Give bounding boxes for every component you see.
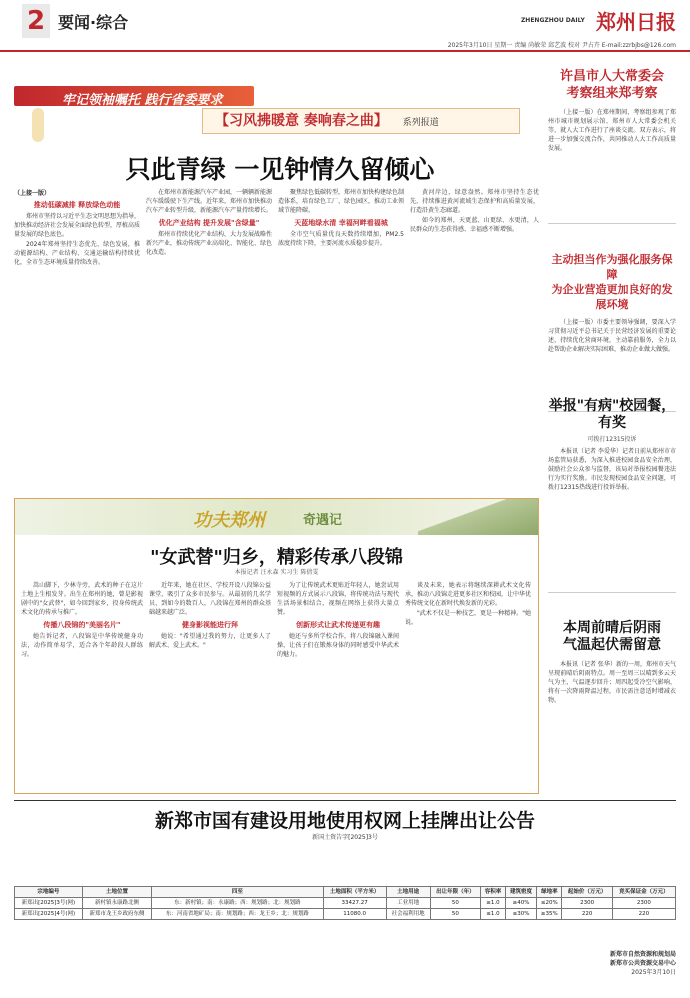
feature-column-2 bbox=[149, 581, 271, 787]
paragraph: 全市空气质量优良天数持续增加，PM2.5浓度持续下降，主要河流水质稳步提升。 bbox=[278, 231, 404, 247]
feature-column-1 bbox=[21, 581, 143, 787]
right-story-2-title: 主动担当作为强化服务保障 为企业营造更加良好的发展环境 bbox=[551, 253, 673, 311]
column-header: 容积率 bbox=[481, 887, 506, 898]
table-cell: 220 bbox=[612, 909, 675, 920]
feature-subhead-3: 创新形式让武术传递更有趣 bbox=[296, 621, 380, 629]
table-cell: 50 bbox=[430, 909, 480, 920]
column-header: 绿地率 bbox=[537, 887, 562, 898]
table-cell: 东：新村镇；南：永康路；西：规划路；北：规划路 bbox=[152, 898, 323, 909]
feature-subhead-2: 健身影视能进行拜 bbox=[182, 621, 238, 629]
column-header: 土地用途 bbox=[386, 887, 430, 898]
right-story-2 bbox=[548, 252, 676, 417]
table-cell: 新郑出[2025]3号(网) bbox=[15, 898, 83, 909]
right-story-2-text bbox=[548, 318, 676, 406]
masthead bbox=[0, 0, 690, 52]
table-cell: 社会福利用地 bbox=[386, 909, 430, 920]
feature-subhead-1: 传播八段锦的"美丽名片" bbox=[43, 621, 121, 629]
table-cell: ≤30% bbox=[505, 909, 536, 920]
column-header: 建筑密度 bbox=[505, 887, 536, 898]
notice-date: 2025年3月10日 bbox=[631, 969, 676, 976]
feature-banner-subtitle: 奇遇记 bbox=[303, 513, 343, 528]
article-column-3 bbox=[278, 188, 404, 488]
paragraph: 她说："希望通过我的努力，让更多人了解武术、爱上武术。" bbox=[149, 633, 271, 649]
paragraph: 本报讯（记者 李爱华）记者日前从郑州市市场监管局获悉，为深入推进校园食品安全治理，鼓励社会公众参与监督，该局对举报校园餐违法行为实行奖励。市民发现校园食品安全问题，可拨打12315热线进行投诉举报。 bbox=[548, 448, 676, 491]
land-table bbox=[14, 886, 676, 920]
table-cell: 2300 bbox=[562, 898, 612, 909]
article-headline: 只此青绿 一见钟情久留倾心 bbox=[125, 155, 435, 184]
feature-column-3 bbox=[277, 581, 399, 787]
brand-logo: 郑州日报 bbox=[596, 10, 676, 34]
feature-banner bbox=[15, 499, 538, 535]
right-story-4-text bbox=[548, 660, 676, 790]
masthead-info: 2025年3月10日 星期一 责编 尚敏荣 邱艺波 校对 尹占卉 E-mail:zzrbjbs@126.com bbox=[447, 42, 676, 49]
notice-org-1: 新郑市自然资源和规划局 bbox=[609, 951, 676, 958]
paragraph: 如今的郑州，天更蓝、山更绿、水更清，人民群众的生态获得感、幸福感不断增强。 bbox=[410, 217, 539, 233]
column-header: 出让年限（年） bbox=[430, 887, 480, 898]
right-story-3-text bbox=[548, 447, 676, 587]
paragraph: 谈及未来，她表示将继续深耕武术文化传承，推动八段锦走进更多社区和校园，让中华优秀传统文化在新时代焕发新的光彩。 bbox=[405, 582, 531, 607]
table-cell: 11080.0 bbox=[323, 909, 386, 920]
feature-box bbox=[14, 498, 539, 794]
page-number: 2 bbox=[22, 4, 50, 38]
divider bbox=[14, 800, 676, 801]
section-title: 要闻·综合 bbox=[58, 13, 129, 32]
paragraph: 在郑州市新能源汽车产业园，一辆辆新能源汽车缓缓驶下生产线。近年来，郑州市加快推动汽车产业转型升级，新能源汽车产量持续增长。 bbox=[146, 189, 272, 214]
article-column-4 bbox=[410, 188, 539, 488]
divider bbox=[548, 223, 676, 224]
table-cell: ≥35% bbox=[537, 909, 562, 920]
paragraph: 本报讯（记者 张华）新的一周，郑州市天气呈现前晴后阴雨特点。周一至周三以晴到多云天气为主，气温逐步回升；周四起受冷空气影响，将有一次降雨降温过程，市民需注意适时增减衣物。 bbox=[548, 661, 676, 704]
notice-org-2: 新郑市公共资源交易中心 bbox=[609, 960, 676, 967]
mountain-illustration-icon bbox=[418, 499, 538, 535]
table-cell: ≤20% bbox=[537, 898, 562, 909]
divider bbox=[548, 592, 676, 593]
table-header-row bbox=[15, 887, 676, 898]
paragraph: 黄河岸边，绿意盎然。郑州市坚持生态优先，持续推进黄河流域生态保护和高质量发展，打造沿黄生态廊道。 bbox=[410, 189, 539, 214]
right-story-1 bbox=[548, 68, 676, 229]
table-cell: 33427.27 bbox=[323, 898, 386, 909]
paragraph: 嵩山脚下，少林寺旁，武术的种子在这片土地上生根发芽。出生在郑州的她，曾是影视剧中的"女武替"，如今回到家乡，投身传统武术文化的传承与推广。 bbox=[21, 582, 143, 616]
article-column-2 bbox=[146, 188, 272, 488]
table-cell: 220 bbox=[562, 909, 612, 920]
article-byline: （上接一版） bbox=[14, 190, 51, 197]
table-cell: 新郑市龙王乡政府东侧 bbox=[82, 909, 151, 920]
column-header: 宗地编号 bbox=[15, 887, 83, 898]
feature-column-4 bbox=[405, 581, 531, 787]
decor-lantern-icon bbox=[32, 108, 44, 142]
right-story-3 bbox=[548, 398, 676, 598]
table-row bbox=[15, 909, 676, 920]
column-header: 竞买保证金（万元） bbox=[612, 887, 675, 898]
feature-headline: "女武替"归乡，精彩传承八段锦 bbox=[150, 547, 403, 568]
paragraph: 为了让传统武术更贴近年轻人，她尝试用短视频的方式展示八段锦，将传统功法与现代生活场景相结合，视频在网络上获得大量点赞。 bbox=[277, 582, 399, 616]
right-story-3-title: 举报"有病"校园餐，有奖 bbox=[548, 398, 676, 431]
paragraph: 她告诉记者，八段锦是中华传统健身功法，动作简单易学，适合各个年龄段人群练习。 bbox=[21, 633, 143, 658]
right-story-3-subtitle: 可拨打12315投诉 bbox=[587, 436, 637, 443]
paragraph: 郑州市坚持以习近平生态文明思想为指导，加快推动经济社会发展全面绿色转型，厚植高质量发展的绿色底色。 bbox=[14, 213, 140, 238]
right-story-1-text bbox=[548, 108, 676, 218]
table-row bbox=[15, 898, 676, 909]
table-cell: ≥40% bbox=[505, 898, 536, 909]
brand-en: ZHENGZHOU DAILY bbox=[520, 16, 585, 24]
paragraph: "武术不仅是一种技艺，更是一种精神。"她说。 bbox=[405, 610, 531, 626]
paragraph: 近年来，她在社区、学校开设八段锦公益课堂，吸引了众多市民参与。从最初的几名学员，到如今的数百人，八段锦在郑州的群众基础越来越广泛。 bbox=[149, 582, 271, 616]
campaign-banner bbox=[14, 68, 539, 146]
table-cell: 50 bbox=[430, 898, 480, 909]
column-header: 土地面积（平方米） bbox=[323, 887, 386, 898]
right-story-1-title: 许昌市人大常委会 考察组来郑考察 bbox=[559, 69, 664, 101]
paragraph: 她还与多所学校合作，将八段锦融入课间操，让孩子们在锻炼身体的同时感受中华武术的魅力。 bbox=[277, 633, 399, 658]
paragraph: （上接一版）市委主要领导强调，要深入学习贯彻习近平总书记关于民营经济发展的重要论述，持续优化营商环境，主动靠前服务，全力以赴帮助企业解决实际困难，推动企业做大做强。 bbox=[548, 319, 676, 353]
right-story-4-title: 本周前晴后阴雨 气温起伏需留意 bbox=[563, 620, 661, 653]
masthead-brand bbox=[521, 6, 676, 35]
right-story-4 bbox=[548, 620, 676, 790]
paragraph: 郑州市持续优化产业结构，大力发展战略性新兴产业，推动传统产业高端化、智能化、绿色化改造。 bbox=[146, 231, 272, 256]
paragraph: 2024年郑州坚持生态优先、绿色发展，推动能源结构、产业结构、交通运输结构持续优化，全市生态环境质量持续改善。 bbox=[14, 241, 140, 266]
article-subhead-1: 推动低碳减排 释放绿色动能 bbox=[33, 201, 121, 209]
campaign-tag: 系列报道 bbox=[402, 118, 439, 128]
table-cell: 东：河南省地矿局；南：规划路；西：龙王乡；北：规划路 bbox=[152, 909, 323, 920]
table-cell: 新郑出[2025]4号(网) bbox=[15, 909, 83, 920]
notice-subtitle: 新国土资告字[2025]3号 bbox=[312, 834, 378, 841]
article-column-1 bbox=[14, 188, 140, 488]
column-header: 四至 bbox=[152, 887, 323, 898]
table-cell: ≤1.0 bbox=[481, 909, 506, 920]
table-cell: 新村镇永康路北侧 bbox=[82, 898, 151, 909]
paragraph: 聚焦绿色低碳转型，郑州市加快构建绿色制造体系，培育绿色工厂、绿色园区，推动工业领域节能降碳。 bbox=[278, 189, 404, 214]
column-header: 起始价（万元） bbox=[562, 887, 612, 898]
table-cell: 2300 bbox=[612, 898, 675, 909]
feature-banner-title: 功夫郑州 bbox=[193, 510, 265, 531]
campaign-slogan: 牢记领袖嘱托 践行省委要求 bbox=[62, 93, 223, 108]
table-cell: ≥1.0 bbox=[481, 898, 506, 909]
article-subhead-2: 优化产业结构 提升发展"含绿量" bbox=[158, 219, 260, 227]
column-header: 土地位置 bbox=[82, 887, 151, 898]
notice-title: 新郑市国有建设用地使用权网上挂牌出让公告 bbox=[154, 810, 535, 832]
feature-byline: 本报记者 汪永森 实习生 陈倩雯 bbox=[234, 569, 319, 576]
paragraph: （上接一版）在郑州期间，考察组参观了郑州市城市规划展示馆、郑州市人大常委会机关等，就人大工作进行了座谈交流。双方表示，将进一步加强交流合作，共同推动人大工作高质量发展。 bbox=[548, 109, 676, 152]
notice-footer bbox=[498, 950, 676, 977]
campaign-series-title: 【习风拂暖意 奏响春之曲】 bbox=[215, 113, 388, 129]
article-subhead-3: 天蓝地绿水清 幸福河畔看福城 bbox=[294, 219, 388, 227]
table-cell: 工业用地 bbox=[386, 898, 430, 909]
campaign-subtitle bbox=[202, 108, 520, 134]
